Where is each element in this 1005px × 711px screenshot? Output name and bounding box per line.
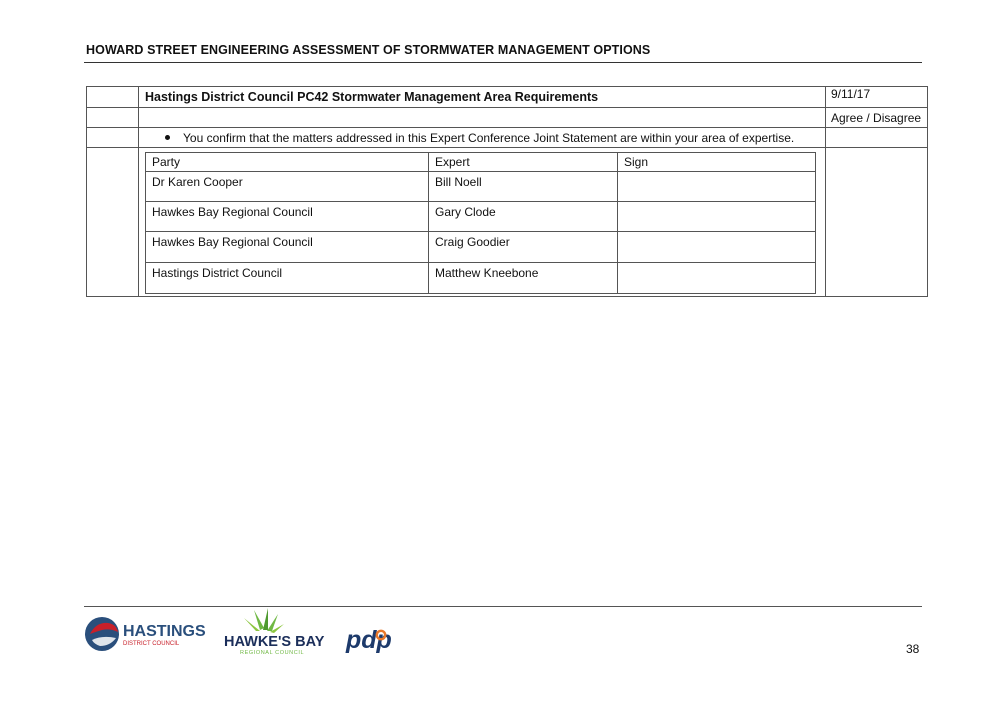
sign-cell[interactable] [618,232,816,263]
expert-cell: Bill Noell [429,172,618,202]
table-title: Hastings District Council PC42 Stormwater Management Area Requirements [139,87,826,108]
bullet-item [139,128,826,148]
header-divider [84,62,922,63]
bullet-row [87,128,928,148]
hastings-logo [85,617,206,651]
blank-cell [87,148,139,297]
hawkes-bay-subtitle: REGIONAL COUNCIL [240,650,305,656]
blank-cell [87,128,139,148]
leaf-icon [254,610,264,630]
agree-response-cell[interactable] [826,128,928,148]
party-cell: Hawkes Bay Regional Council [146,232,429,263]
signatory-table [145,152,816,294]
hastings-wordmark: HASTINGS [123,623,206,640]
document-header-title: HOWARD STREET ENGINEERING ASSESSMENT OF STORMWATER MANAGEMENT OPTIONS [86,43,651,57]
agree-disagree-label: Agree / Disagree [826,108,928,128]
table-row [146,263,816,294]
signatory-row [87,148,928,297]
party-cell: Hastings District Council [146,263,429,294]
hawkes-bay-wordmark: HAWKE'S BAY [224,634,325,650]
bullet-icon [165,135,170,140]
footer-divider [84,606,922,607]
hawkes-bay-logo [224,608,325,656]
blank-cell [87,108,139,128]
party-cell: Hawkes Bay Regional Council [146,202,429,232]
bullet-text: You confirm that the matters addressed in this Expert Conference Joint Statement are within your area of expertise. [183,130,795,145]
pdp-wordmark: pdp [346,626,392,654]
column-header-expert: Expert [429,153,618,172]
joint-statement-table [86,86,928,297]
signatory-header-row [146,153,816,172]
blank-cell [87,87,139,108]
signatory-cell [139,148,826,297]
blank-cell [826,148,928,297]
table-row [146,172,816,202]
page-number: 38 [906,642,920,656]
expert-cell: Gary Clode [429,202,618,232]
expert-cell: Craig Goodier [429,232,618,263]
pdp-logo [345,626,392,654]
footer-logos [84,608,424,658]
agree-row [87,108,928,128]
sign-cell[interactable] [618,202,816,232]
expert-cell: Matthew Kneebone [429,263,618,294]
hastings-subtitle: DISTRICT COUNCIL [123,641,180,647]
title-row [87,87,928,108]
table-row [146,232,816,263]
blank-cell [139,108,826,128]
sign-cell[interactable] [618,263,816,294]
column-header-party: Party [146,153,429,172]
table-row [146,202,816,232]
sign-cell[interactable] [618,172,816,202]
statement-date: 9/11/17 [826,87,928,108]
column-header-sign: Sign [618,153,816,172]
party-cell: Dr Karen Cooper [146,172,429,202]
